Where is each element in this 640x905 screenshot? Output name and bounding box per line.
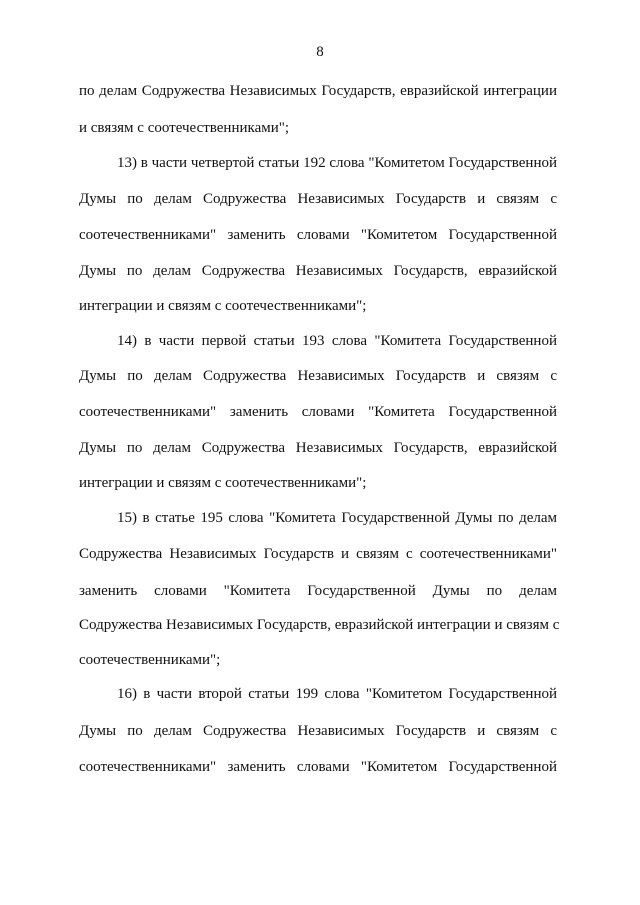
paragraph-13-start: 13) в части четвертой статьи 192 слова "Комитетом Государственной	[117, 155, 557, 171]
paragraph-15-start: 15) в статье 195 слова "Комитета Государственной Думы по делам	[117, 510, 557, 526]
page-number: 8	[316, 44, 324, 60]
text-line: Думы по делам Содружества Независимых Государств, евразийской	[79, 440, 557, 456]
text-line: интеграции и связям с соотечественниками";	[79, 298, 367, 314]
text-line: Думы по делам Содружества Независимых Государств, евразийской	[79, 263, 557, 279]
paragraph-14-start: 14) в части первой статьи 193 слова "Комитета Государственной	[117, 333, 557, 349]
text-line: интеграции и связям с соотечественниками";	[79, 475, 367, 491]
text-line: соотечественниками" заменить словами "Комитета Государственной	[79, 404, 557, 420]
text-line: Содружества Независимых Государств, евразийской интеграции и связям с	[79, 617, 560, 633]
text-line: по делам Содружества Независимых Государств, евразийской интеграции	[79, 83, 557, 99]
paragraph-16-start: 16) в части второй статьи 199 слова "Комитетом Государственной	[117, 686, 557, 702]
text-line: соотечественниками" заменить словами "Комитетом Государственной	[79, 759, 557, 775]
text-line: Думы по делам Содружества Независимых Государств и связям с	[79, 723, 557, 739]
text-line: Думы по делам Содружества Независимых Государств и связям с	[79, 191, 557, 207]
text-line: и связям с соотечественниками";	[79, 120, 290, 136]
text-line: соотечественниками" заменить словами "Комитетом Государственной	[79, 227, 557, 243]
text-line: соотечественниками";	[79, 652, 221, 668]
text-line: заменить словами "Комитета Государственной Думы по делам	[79, 583, 557, 599]
text-line: Думы по делам Содружества Независимых Государств и связям с	[79, 368, 557, 384]
text-line: Содружества Независимых Государств и связям с соотечественниками"	[79, 546, 557, 562]
